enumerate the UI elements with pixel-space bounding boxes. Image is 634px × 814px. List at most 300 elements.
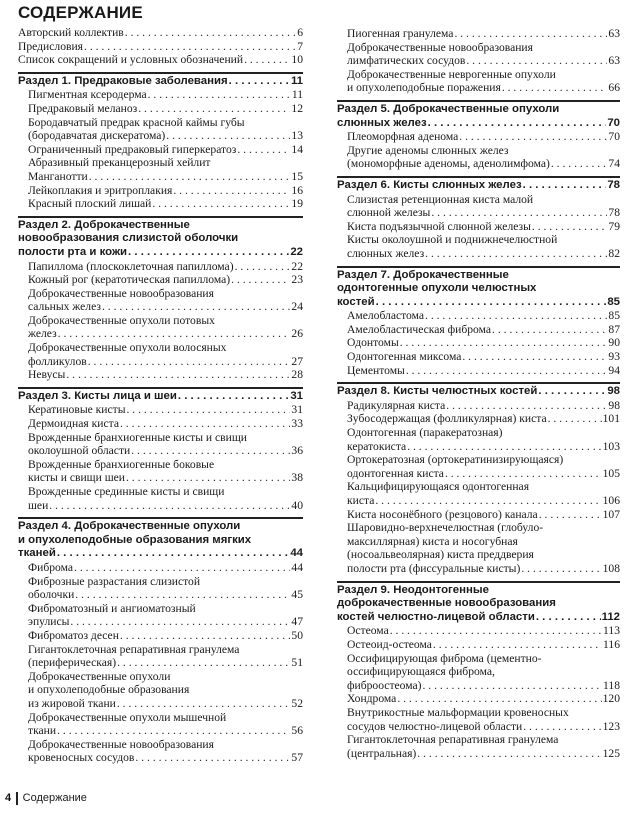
toc-entry[interactable] — [337, 193, 620, 220]
dot-leader — [84, 40, 296, 54]
dot-leader — [173, 184, 290, 198]
toc-entry-text: Амелобластома — [347, 309, 425, 323]
toc-entry-row — [337, 385, 620, 399]
toc-entry-text: (периферическая) — [28, 656, 117, 670]
toc-entry-text: Фиброма — [28, 560, 74, 574]
toc-entry-text: Пигментная ксеродерма — [28, 88, 147, 102]
toc-entry[interactable] — [337, 652, 620, 693]
toc-page-number: 11 — [291, 88, 303, 102]
toc-entry-text: Невусы — [28, 368, 66, 382]
toc-section-block — [337, 176, 620, 193]
toc-page-number: 113 — [603, 624, 620, 638]
toc-page-number: 125 — [602, 746, 620, 760]
toc-page-number: 112 — [601, 610, 620, 623]
toc-entry[interactable] — [18, 116, 303, 143]
toc-entry[interactable] — [18, 575, 303, 602]
toc-entry[interactable] — [18, 40, 303, 54]
toc-page-number: 98 — [608, 398, 620, 412]
toc-entry-text: Киста подъязычной слюнной железы — [347, 219, 531, 233]
toc-entry-text: Раздел 2. Доброкачественные — [18, 218, 190, 231]
toc-section-heading[interactable] — [337, 179, 620, 193]
toc-entry[interactable] — [18, 143, 303, 157]
toc-entry-row — [347, 27, 620, 41]
toc-entry[interactable] — [18, 260, 303, 274]
toc-entry-text: Слизистая ретенционная киста малой — [347, 192, 534, 206]
toc-page-number: 94 — [608, 363, 620, 377]
toc-page-number: 22 — [290, 245, 303, 258]
toc-entry[interactable] — [18, 341, 303, 368]
toc-entry-text: Доброкачественные новообразования — [28, 286, 214, 300]
dot-leader — [117, 697, 291, 711]
page-title: СОДЕРЖАНИЕ — [18, 3, 143, 22]
toc-page-number: 90 — [608, 336, 620, 350]
toc-entry-text: Оссифицирующая фиброма (цементно- — [347, 651, 542, 665]
toc-entry-text: кератокиста — [347, 439, 407, 453]
toc-entry-text: фолликулов — [28, 354, 87, 368]
dot-leader — [446, 399, 607, 413]
toc-entry-row — [347, 323, 620, 337]
toc-page-number: 27 — [291, 354, 303, 368]
toc-entry[interactable] — [18, 287, 303, 314]
toc-entry[interactable] — [337, 399, 620, 413]
dot-leader — [407, 440, 601, 454]
toc-entry-text: Абразивный преканцерозный хейлит — [28, 156, 211, 170]
page-footer — [0, 790, 87, 806]
dot-leader — [431, 206, 607, 220]
toc-entry-text: Папиллома (плоскоклеточная папиллома) — [28, 259, 234, 273]
toc-entry-text: доброкачественные новообразования — [337, 597, 556, 610]
toc-page-number: 36 — [291, 444, 303, 458]
toc-page-number: 33 — [291, 417, 303, 431]
toc-page-number: 63 — [608, 54, 620, 68]
toc-section-block — [337, 581, 620, 625]
toc-section-heading[interactable] — [18, 520, 303, 561]
toc-section-block — [18, 387, 303, 404]
page-number: 4 — [0, 792, 16, 804]
toc-entry-text: Доброкачественные новообразования — [347, 40, 533, 54]
toc-entry-text: Раздел 5. Доброкачественные опухоли — [337, 102, 560, 115]
dot-leader — [135, 751, 290, 765]
dot-leader — [131, 444, 290, 458]
toc-entry[interactable] — [18, 314, 303, 341]
toc-page-number: 15 — [291, 169, 303, 183]
toc-page-number: 7 — [297, 39, 303, 53]
toc-entry-row — [18, 547, 303, 561]
toc-entry-text: Остеома — [347, 624, 389, 638]
toc-entry-text: Хондрома — [347, 692, 397, 706]
dot-leader — [102, 300, 290, 314]
dot-leader — [428, 117, 607, 131]
toc-entry[interactable] — [337, 350, 620, 364]
toc-page-number: 22 — [291, 259, 303, 273]
toc-entry[interactable] — [18, 184, 303, 198]
toc-entry[interactable] — [337, 706, 620, 733]
toc-entry-text: слюнных желез — [347, 246, 425, 260]
toc-entry[interactable] — [18, 643, 303, 670]
toc-entry-row — [347, 350, 620, 364]
toc-entry-row — [347, 440, 620, 454]
toc-page-number: 118 — [603, 678, 620, 692]
toc-entry-text: Список сокращений и условных обозначений — [18, 53, 244, 67]
toc-entry-text: Раздел 4. Доброкачественные опухоли — [18, 520, 241, 533]
toc-entry[interactable] — [18, 26, 303, 40]
toc-page-number: 85 — [607, 295, 620, 308]
toc-page-number: 28 — [291, 368, 303, 382]
toc-entry-text: кисты и свищи шеи — [28, 471, 125, 485]
toc-entry-text: Гигантоклеточная репаративная гранулема — [347, 733, 559, 747]
dot-leader — [148, 88, 291, 102]
toc-entry-row — [28, 417, 303, 431]
toc-entry-text: лимфатических сосудов — [347, 54, 466, 68]
toc-entry-text: полости рта и кожи — [18, 245, 128, 258]
dot-leader — [74, 561, 290, 575]
dot-leader — [75, 588, 290, 602]
toc-entry[interactable] — [18, 670, 303, 711]
toc-entry-row — [347, 336, 620, 350]
toc-page-number: 107 — [602, 507, 620, 521]
toc-section-heading[interactable] — [337, 385, 620, 399]
toc-entry[interactable] — [18, 629, 303, 643]
dot-leader — [523, 179, 607, 193]
toc-entry-row — [347, 309, 620, 323]
toc-entry-text: слюнных желез — [337, 116, 427, 129]
toc-entry-text: Доброкачественные опухоли — [28, 669, 171, 683]
toc-page-number: 31 — [291, 403, 303, 417]
toc-page-number: 93 — [608, 350, 620, 364]
toc-entry-text: слюнной железы — [347, 206, 431, 220]
toc-entry-text: Дермоидная киста — [28, 417, 119, 431]
dot-leader — [536, 611, 601, 625]
toc-entry-row — [18, 53, 303, 67]
toc-page-number: 63 — [608, 27, 620, 40]
toc-page-number: 6 — [297, 26, 303, 39]
toc-section-block — [18, 72, 303, 89]
running-title: Содержание — [22, 792, 87, 804]
toc-page-number: 16 — [291, 183, 303, 197]
toc-entry[interactable] — [18, 273, 303, 287]
toc-entry-row — [347, 206, 620, 220]
toc-entry-row — [28, 588, 303, 602]
toc-section-block — [18, 216, 303, 260]
toc-entry[interactable] — [18, 561, 303, 575]
toc-entry[interactable] — [18, 53, 303, 67]
toc-entry[interactable] — [18, 431, 303, 458]
toc-entry[interactable] — [337, 323, 620, 337]
toc-entry[interactable] — [337, 130, 620, 144]
toc-page-number: 56 — [291, 724, 303, 738]
toc-entry[interactable] — [337, 426, 620, 453]
toc-page-number: 50 — [291, 628, 303, 642]
toc-entry-text: Раздел 1. Предраковые заболевания — [18, 74, 228, 87]
toc-entry-row — [347, 562, 620, 576]
toc-page-number: 103 — [602, 439, 620, 453]
toc-entry[interactable] — [337, 27, 620, 41]
toc-entry-row — [347, 130, 620, 144]
toc-section-block — [337, 100, 620, 130]
dot-leader — [178, 390, 289, 404]
toc-entry-text: Амелобластическая фиброма — [347, 322, 492, 336]
dot-leader — [235, 260, 291, 274]
toc-entry-text: Лейкоплакия и эритроплакия — [28, 183, 173, 197]
toc-entry-text: Раздел 8. Кисты челюстных костей — [337, 385, 538, 398]
toc-entry[interactable] — [337, 233, 620, 260]
toc-entry[interactable] — [337, 41, 620, 68]
toc-entry[interactable] — [337, 508, 620, 522]
dot-leader — [66, 368, 290, 382]
dot-leader — [406, 364, 608, 378]
dot-leader — [551, 157, 608, 171]
toc-right-column — [337, 27, 620, 760]
toc-entry-text: новообразования слизистой оболочки — [18, 232, 239, 245]
dot-leader — [125, 26, 296, 40]
toc-entry[interactable] — [337, 412, 620, 426]
toc-entry-text: Кальцифицирующаяся одонтогенная — [347, 480, 530, 494]
toc-entry-row — [347, 54, 620, 68]
dot-leader — [532, 220, 608, 234]
toc-entry-text: Авторский коллектив — [18, 26, 124, 39]
toc-entry[interactable] — [337, 68, 620, 95]
dot-leader — [521, 562, 601, 576]
toc-entry-row — [347, 247, 620, 261]
toc-entry-row — [28, 697, 303, 711]
toc-entry-row — [347, 399, 620, 413]
toc-page-number: 23 — [291, 273, 303, 287]
toc-entry-row — [347, 747, 620, 761]
toc-entry-row — [347, 679, 620, 693]
toc-section-heading[interactable] — [337, 584, 620, 625]
toc-entry[interactable] — [18, 485, 303, 512]
toc-entry-text: Врожденные бранхиогенные боковые — [28, 457, 215, 471]
toc-section-heading[interactable] — [337, 103, 620, 130]
toc-entry-row — [347, 692, 620, 706]
toc-entry-row — [28, 273, 303, 287]
toc-entry-text: ткани — [28, 724, 57, 738]
toc-entry-text: Ограниченный предраковый гиперкератоз — [28, 142, 237, 156]
toc-page-number: 101 — [602, 412, 620, 426]
toc-entry-text: киста — [347, 494, 375, 507]
toc-entry-text: (центральная) — [347, 746, 417, 760]
dot-leader — [538, 385, 606, 399]
toc-page-number: 51 — [291, 656, 303, 670]
toc-section-heading[interactable] — [18, 75, 303, 89]
toc-entry-text: Фиброматозный и ангиоматозный — [28, 601, 196, 615]
toc-page-number: 38 — [291, 471, 303, 485]
toc-entry-row — [28, 368, 303, 382]
toc-entry-row — [347, 508, 620, 522]
toc-entry-text: Другие аденомы слюнных желез — [347, 143, 509, 157]
dot-leader — [433, 638, 602, 652]
toc-entry-row — [28, 499, 303, 513]
toc-page-number: 79 — [608, 219, 620, 233]
toc-left-column — [18, 26, 303, 765]
toc-entry-row — [28, 724, 303, 738]
toc-entry-text: Одонтогенная (паракератозная) — [347, 426, 503, 440]
dot-leader — [466, 54, 607, 68]
toc-entry-row — [28, 629, 303, 643]
toc-entry[interactable] — [337, 364, 620, 378]
toc-entry[interactable] — [18, 197, 303, 211]
toc-entry[interactable] — [337, 733, 620, 760]
toc-entry-text: Кератиновые кисты — [28, 403, 126, 417]
toc-entry-text: Предраковый меланоз — [28, 101, 138, 115]
toc-entry-text: Доброкачественные опухоли волосяных — [28, 341, 227, 355]
footer-divider — [16, 792, 18, 805]
toc-entry-text: желез — [28, 327, 57, 341]
toc-entry-row — [28, 444, 303, 458]
dot-leader — [229, 75, 290, 89]
toc-page-number: 70 — [607, 116, 620, 129]
toc-entry-text: оболочки — [28, 588, 75, 602]
toc-entry-text: и опухолеподобные образования мягких — [18, 533, 252, 546]
toc-entry-row — [28, 327, 303, 341]
toc-entry-text: Манганотти — [28, 169, 88, 183]
dot-leader — [57, 724, 290, 738]
dot-leader — [88, 355, 291, 369]
toc-page-number: 78 — [607, 178, 620, 191]
toc-page-number: 13 — [291, 129, 303, 143]
toc-entry[interactable] — [18, 711, 303, 738]
dot-leader — [423, 679, 603, 693]
toc-entry-row — [18, 246, 303, 260]
toc-entry-text: максиллярная) киста и носогубная — [347, 534, 518, 548]
toc-entry-row — [347, 81, 620, 95]
toc-entry[interactable] — [18, 88, 303, 102]
toc-entry-text: Раздел 9. Неодонтогенные — [337, 583, 489, 596]
toc-page-number: 87 — [608, 322, 620, 336]
toc-entry[interactable] — [337, 521, 620, 575]
toc-page-number: 44 — [291, 560, 303, 574]
dot-leader — [445, 467, 602, 481]
toc-entry-text: Ортокератозная (ортокератинизирующаяся) — [347, 453, 564, 467]
dot-leader — [502, 81, 608, 95]
toc-entry-text: Цементомы — [347, 363, 405, 377]
toc-page-number: 45 — [291, 588, 303, 602]
toc-entry-row — [347, 157, 620, 171]
toc-entry[interactable] — [18, 368, 303, 382]
toc-entry[interactable] — [18, 417, 303, 431]
toc-entry-text: Радикулярная киста — [347, 398, 446, 412]
toc-entry-text: Остеоид-остеома — [347, 637, 432, 651]
toc-entry-text: околоушной области — [28, 444, 131, 458]
toc-entry-text: одонтогенная киста — [347, 466, 444, 480]
toc-page-number: 74 — [608, 157, 620, 171]
toc-entry-row — [18, 75, 303, 89]
toc-entry-text: фиброостеома) — [347, 678, 422, 692]
toc-entry-text: эпулисы — [28, 615, 70, 629]
dot-leader — [454, 27, 607, 41]
toc-entry-text: костей — [337, 295, 375, 308]
toc-entry-text: кровеносных сосудов — [28, 751, 135, 765]
toc-entry-row — [28, 471, 303, 485]
dot-leader — [425, 309, 607, 323]
toc-page-number: 11 — [290, 74, 303, 87]
dot-leader — [237, 143, 290, 157]
toc-entry[interactable] — [337, 638, 620, 652]
toc-section-heading[interactable] — [18, 390, 303, 404]
toc-entry-text: Фиброзные разрастания слизистой — [28, 574, 201, 588]
toc-entry-row — [28, 300, 303, 314]
dot-leader — [128, 246, 289, 260]
toc-entry-text: Фиброматоз десен — [28, 628, 119, 642]
dot-leader — [49, 499, 290, 513]
toc-entry-text: и опухолеподобные образования — [28, 683, 190, 697]
toc-entry-row — [337, 179, 620, 193]
toc-entry-text: Одонтомы — [347, 336, 399, 350]
toc-entry[interactable] — [18, 403, 303, 417]
toc-entry-row — [28, 184, 303, 198]
toc-entry-row — [28, 170, 303, 184]
toc-entry[interactable] — [337, 480, 620, 507]
toc-entry-text: Раздел 7. Доброкачественные — [337, 268, 509, 281]
toc-entry[interactable] — [18, 102, 303, 116]
dot-leader — [117, 656, 290, 670]
toc-entry[interactable] — [337, 336, 620, 350]
toc-entry[interactable] — [18, 458, 303, 485]
dot-leader — [138, 102, 290, 116]
toc-entry[interactable] — [337, 453, 620, 480]
toc-entry-text: Плеоморфная аденома — [347, 130, 459, 144]
toc-entry-text: Доброкачественные опухоли потовых — [28, 313, 215, 327]
toc-page-number: 12 — [291, 101, 303, 115]
toc-entry[interactable] — [337, 624, 620, 638]
toc-entry-row — [337, 117, 620, 131]
toc-entry-row — [347, 467, 620, 481]
toc-entry-text: одонтогенные опухоли челюстных — [337, 282, 537, 295]
toc-section-heading[interactable] — [18, 219, 303, 260]
toc-entry-text: из жировой ткани — [28, 696, 116, 710]
toc-entry-row — [347, 624, 620, 638]
toc-page-number: 31 — [290, 389, 303, 402]
toc-entry-text: Предисловия — [18, 39, 84, 53]
toc-entry[interactable] — [337, 144, 620, 171]
toc-entry[interactable] — [337, 309, 620, 323]
toc-entry-row — [337, 296, 620, 310]
toc-entry-row — [347, 720, 620, 734]
toc-page-number: 26 — [291, 327, 303, 341]
toc-entry-row — [28, 615, 303, 629]
toc-entry[interactable] — [18, 738, 303, 765]
toc-page-number: 70 — [608, 130, 620, 144]
toc-entry-text: Гигантоклеточная репаративная гранулема — [28, 642, 240, 656]
toc-entry-text: (мономорфные аденомы, аденолимфома) — [347, 157, 550, 171]
toc-entry-row — [28, 260, 303, 274]
toc-page-number: 47 — [291, 615, 303, 629]
dot-leader — [492, 323, 607, 337]
dot-leader — [152, 197, 290, 211]
toc-section-heading[interactable] — [337, 269, 620, 310]
toc-page-number: 78 — [608, 206, 620, 220]
toc-entry[interactable] — [337, 220, 620, 234]
toc-page-number: 108 — [602, 561, 620, 575]
toc-page-number: 105 — [602, 466, 620, 480]
toc-entry-text: Кожный рог (кератотическая папиллома) — [28, 273, 231, 287]
toc-page-number: 123 — [602, 719, 620, 733]
toc-entry-row — [347, 494, 620, 508]
toc-entry-text: Красный плоский лишай — [28, 197, 152, 211]
toc-page-number: 106 — [602, 494, 620, 507]
toc-page-number: 24 — [291, 300, 303, 314]
toc-entry-text: сосудов челюстно-лицевой области — [347, 719, 523, 733]
toc-entry[interactable] — [18, 156, 303, 183]
dot-leader — [70, 615, 290, 629]
toc-entry-row — [347, 412, 620, 426]
toc-entry-row — [28, 355, 303, 369]
toc-entry-text: Пиогенная гранулема — [347, 27, 454, 40]
toc-entry[interactable] — [337, 692, 620, 706]
toc-entry[interactable] — [18, 602, 303, 629]
dot-leader — [400, 336, 608, 350]
toc-section-block — [337, 382, 620, 399]
